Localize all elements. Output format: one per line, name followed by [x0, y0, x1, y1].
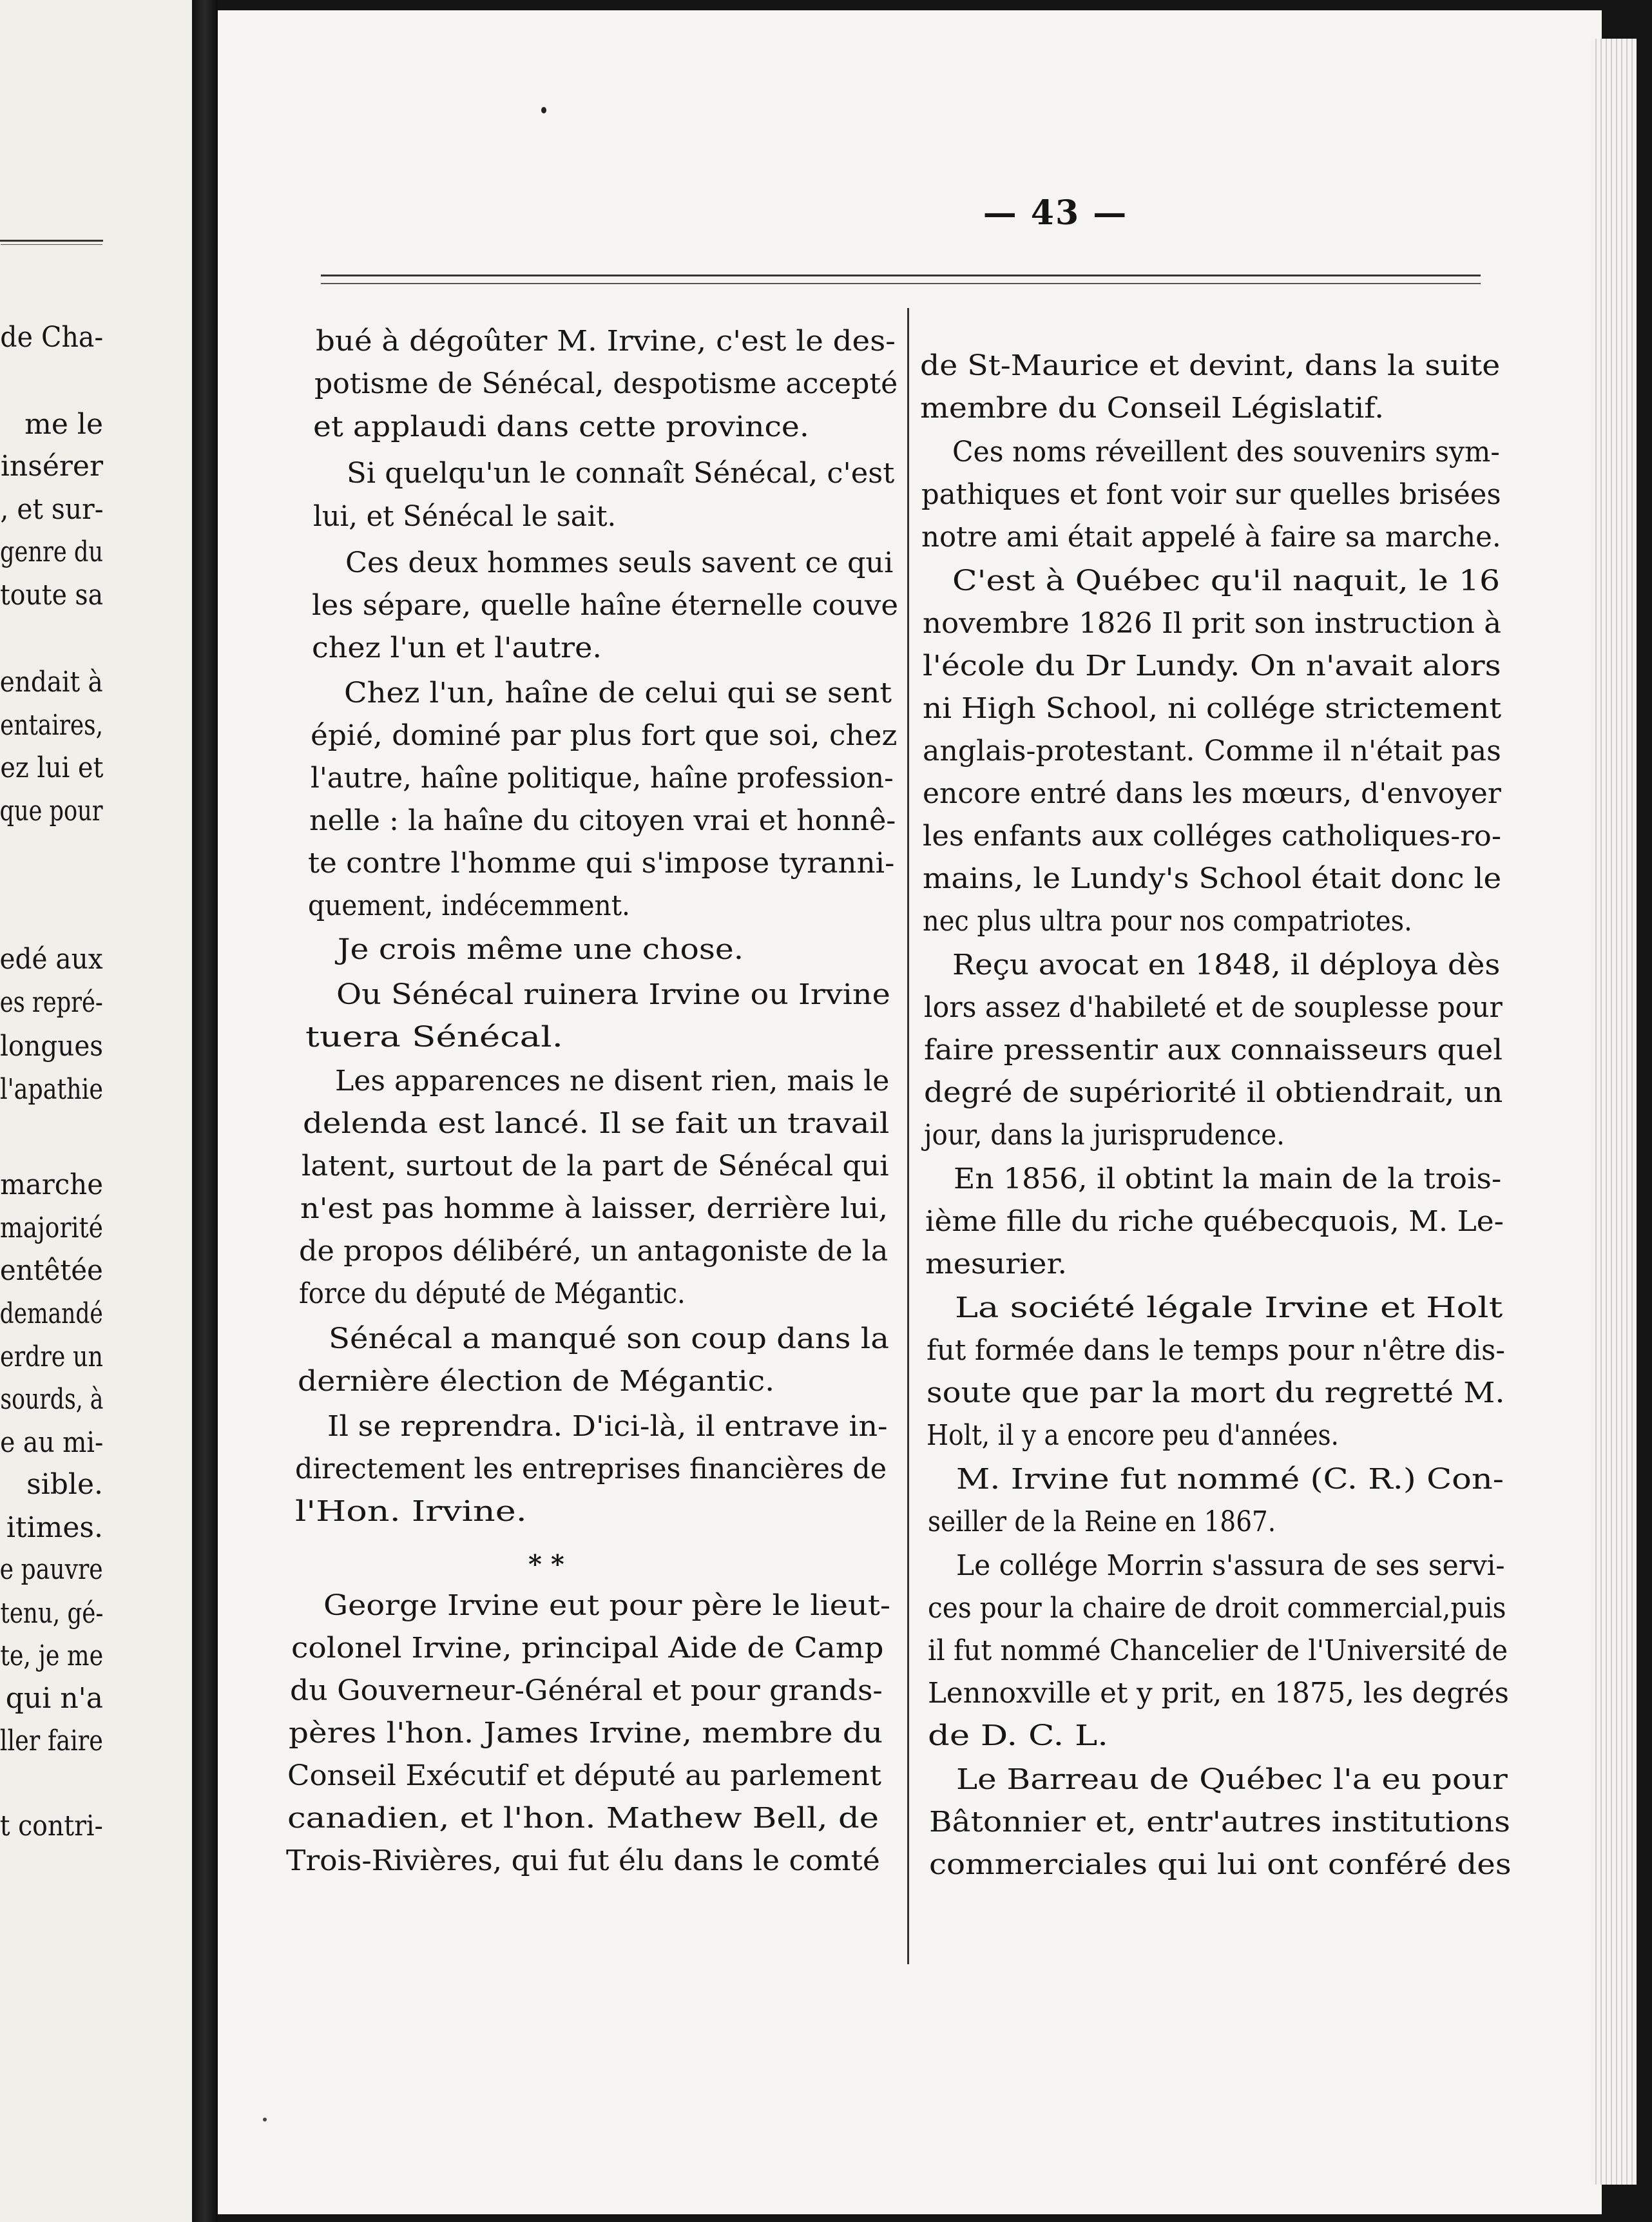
left-column-line: Si quelqu'un le connaît Sénécal, c'est [347, 457, 895, 490]
previous-page-line: genre du [0, 536, 103, 568]
right-column-line: C'est à Québec qu'il naquit, le 16 [952, 565, 1501, 597]
previous-page-line: marche [0, 1168, 103, 1201]
right-column-line: Le collége Morrin s'assura de ses servi- [956, 1549, 1505, 1582]
previous-page-line: sourds, à [0, 1383, 103, 1416]
previous-page-line: t contri- [0, 1810, 103, 1842]
left-column-line: George Irvine eut pour père le lieut- [323, 1589, 891, 1622]
left-column-line: l'Hon. Irvine. [295, 1495, 527, 1528]
previous-page-line: erdre un [0, 1340, 103, 1373]
left-column-line: Il se reprendra. D'ici-là, il entrave in- [327, 1410, 888, 1443]
previous-page-line: sible. [26, 1468, 103, 1501]
left-column-line: Les apparences ne disent rien, mais le [335, 1065, 890, 1097]
left-column-line: du Gouverneur-Général et pour grands- [290, 1674, 883, 1707]
left-column-line: latent, surtout de la part de Sénécal qui [302, 1150, 889, 1183]
right-column-line: degré de supériorité il obtiendrait, un [924, 1076, 1503, 1109]
right-column-line: mesurier. [925, 1248, 1068, 1280]
page-mark [263, 2118, 267, 2121]
right-column-line: seiller de la Reine en 1867. [928, 1505, 1276, 1538]
right-column-line: mains, le Lundy's School était donc le [923, 862, 1502, 895]
page-number: — 43 — [983, 193, 1128, 233]
right-column-line: La société légale Irvine et Holt [955, 1291, 1503, 1324]
right-column-line: lors assez d'habileté et de souplesse pour [924, 991, 1503, 1024]
right-column-line: anglais-protestant. Comme il n'était pas [923, 735, 1501, 768]
previous-page-line: qui n'a [5, 1682, 103, 1715]
previous-page-line: toute sa [0, 579, 103, 612]
previous-page-line: ller faire [0, 1724, 103, 1757]
right-column-line: il fut nommé Chancelier de l'Université de [928, 1634, 1508, 1667]
previous-page-line: e au mi- [0, 1426, 103, 1459]
right-column-line: Holt, il y a encore peu d'années. [927, 1419, 1339, 1452]
previous-page-line: tenu, gé- [0, 1597, 103, 1630]
right-column-line: les enfants aux colléges catholiques-ro- [923, 820, 1502, 853]
right-column-line: ces pour la chaire de droit commercial,puis [928, 1592, 1506, 1625]
left-column-line: Chez l'un, haîne de celui qui se sent [344, 677, 892, 710]
right-column-line: Le Barreau de Québec l'a eu pour [956, 1763, 1508, 1796]
right-column-line: jour, dans la jurisprudence. [924, 1119, 1285, 1152]
right-column-line: ni High School, ni collége strictement [923, 692, 1502, 725]
previous-page-line: e pauvre [0, 1553, 103, 1586]
left-column-line: et applaudi dans cette province. [313, 411, 809, 443]
previous-page-line: ez lui et [0, 751, 103, 784]
right-column-line: nec plus ultra pour nos compatriotes. [923, 905, 1412, 938]
left-column-line: lui, et Sénécal le sait. [313, 500, 617, 533]
previous-page-line: edé aux [0, 943, 103, 976]
left-column-line: force du député de Mégantic. [299, 1277, 686, 1310]
left-column-line: Trois-Rivières, qui fut élu dans le comté [286, 1844, 880, 1877]
right-column-line: fut formée dans le temps pour n'être dis- [927, 1334, 1505, 1367]
left-column-line: de propos délibéré, un antagoniste de la [299, 1235, 888, 1268]
left-column-line: canadien, et l'hon. Mathew Bell, de [287, 1802, 879, 1835]
right-column-line: M. Irvine fut nommé (C. R.) Con- [956, 1463, 1504, 1496]
left-column-line: bué à dégoûter M. Irvine, c'est le des- [316, 325, 896, 358]
section-separator: * * [528, 1549, 564, 1580]
left-column-line: Sénécal a manqué son coup dans la [329, 1322, 889, 1355]
previous-page-line: insérer [0, 450, 103, 483]
right-column-line: Bâtonnier et, entr'autres institutions [929, 1806, 1510, 1839]
previous-page-line: itimes. [6, 1511, 103, 1544]
right-column-line: soute que par la mort du regretté M. [927, 1377, 1505, 1409]
right-column-line: commerciales qui lui ont conféré des [929, 1848, 1512, 1881]
right-column-line: ième fille du riche québecquois, M. Le- [925, 1205, 1504, 1238]
right-column-line: notre ami était appelé à faire sa marche. [921, 521, 1501, 554]
left-column-line: te contre l'homme qui s'impose tyranni- [308, 847, 895, 880]
left-column-line: n'est pas homme à laisser, derrière lui, [300, 1192, 888, 1225]
left-column-line: Je crois même une chose. [338, 933, 744, 966]
previous-page-line: me le [24, 408, 103, 441]
previous-page-line: , et sur- [0, 493, 103, 526]
previous-page-fragment [0, 0, 192, 2222]
right-column-line: encore entré dans les mœurs, d'envoyer [923, 777, 1501, 810]
left-column-line: chez l'un et l'autre. [312, 632, 602, 664]
left-column-line: tuera Sénécal. [305, 1021, 563, 1054]
left-column-line: l'autre, haîne politique, haîne profession- [311, 762, 894, 795]
right-column-line: pathiques et font voir sur quelles brisées [921, 478, 1501, 511]
previous-page-line: l'apathie [0, 1073, 103, 1106]
right-column-line: En 1856, il obtint la main de la trois- [954, 1163, 1502, 1195]
header-rule [321, 275, 1481, 284]
previous-page-line: majorité [0, 1212, 103, 1244]
left-column-line: potisme de Sénécal, despotisme accepté [314, 367, 898, 400]
left-column-line: Ces deux hommes seuls savent ce qui [345, 546, 894, 579]
previous-page-line: endait à [0, 666, 103, 699]
left-column-line: dernière élection de Mégantic. [298, 1365, 775, 1398]
previous-page-line: que pour [0, 795, 103, 827]
page-edges [1591, 39, 1637, 2185]
left-column-line: épié, dominé par plus fort que soi, chez [311, 719, 898, 752]
left-column-line: Ou Sénécal ruinera Irvine ou Irvine [336, 978, 890, 1011]
previous-page-line: longues [0, 1030, 103, 1063]
book-page [218, 10, 1602, 2214]
right-column-line: faire pressentir aux connaisseurs quel [924, 1034, 1503, 1067]
left-column-line: directement les entreprises financières de [295, 1453, 887, 1485]
right-column-line: de St-Maurice et devint, dans la suite [920, 349, 1501, 382]
left-column-line: Conseil Exécutif et député au parlement [287, 1759, 881, 1792]
right-column-line: Reçu avocat en 1848, il déploya dès [952, 949, 1501, 981]
previous-page-line: entaires, [0, 709, 103, 742]
previous-page-text [0, 0, 192, 2222]
column-divider [907, 308, 909, 1964]
previous-page-line: de Cha- [0, 321, 103, 354]
left-column-line: quement, indécemment. [308, 889, 630, 922]
left-column-line: colonel Irvine, principal Aide de Camp [291, 1632, 884, 1665]
previous-page-line: entêtée [0, 1254, 103, 1287]
right-column-line: l'école du Dr Lundy. On n'avait alors [923, 650, 1501, 682]
previous-page-line: demandé [0, 1297, 103, 1330]
left-column-line: pères l'hon. James Irvine, membre du [289, 1717, 883, 1750]
right-column-line: membre du Conseil Législatif. [920, 392, 1385, 425]
previous-page-line: es repré- [0, 986, 103, 1019]
left-column-line: nelle : la haîne du citoyen vrai et honnê- [309, 804, 896, 837]
left-column-line: les sépare, quelle haîne éternelle couve [312, 589, 899, 622]
right-column-line: de D. C. L. [928, 1719, 1109, 1752]
right-column-line: Lennoxville et y prit, en 1875, les degrés [928, 1677, 1509, 1710]
book-spine [192, 0, 218, 2222]
left-column-line: delenda est lancé. Il se fait un travail [303, 1107, 890, 1140]
right-column-line: Ces noms réveillent des souvenirs sym- [952, 436, 1500, 469]
previous-page-line: te, je me [0, 1639, 103, 1672]
ink-spot [541, 107, 546, 113]
right-column-line: novembre 1826 Il prit son instruction à [923, 607, 1502, 640]
